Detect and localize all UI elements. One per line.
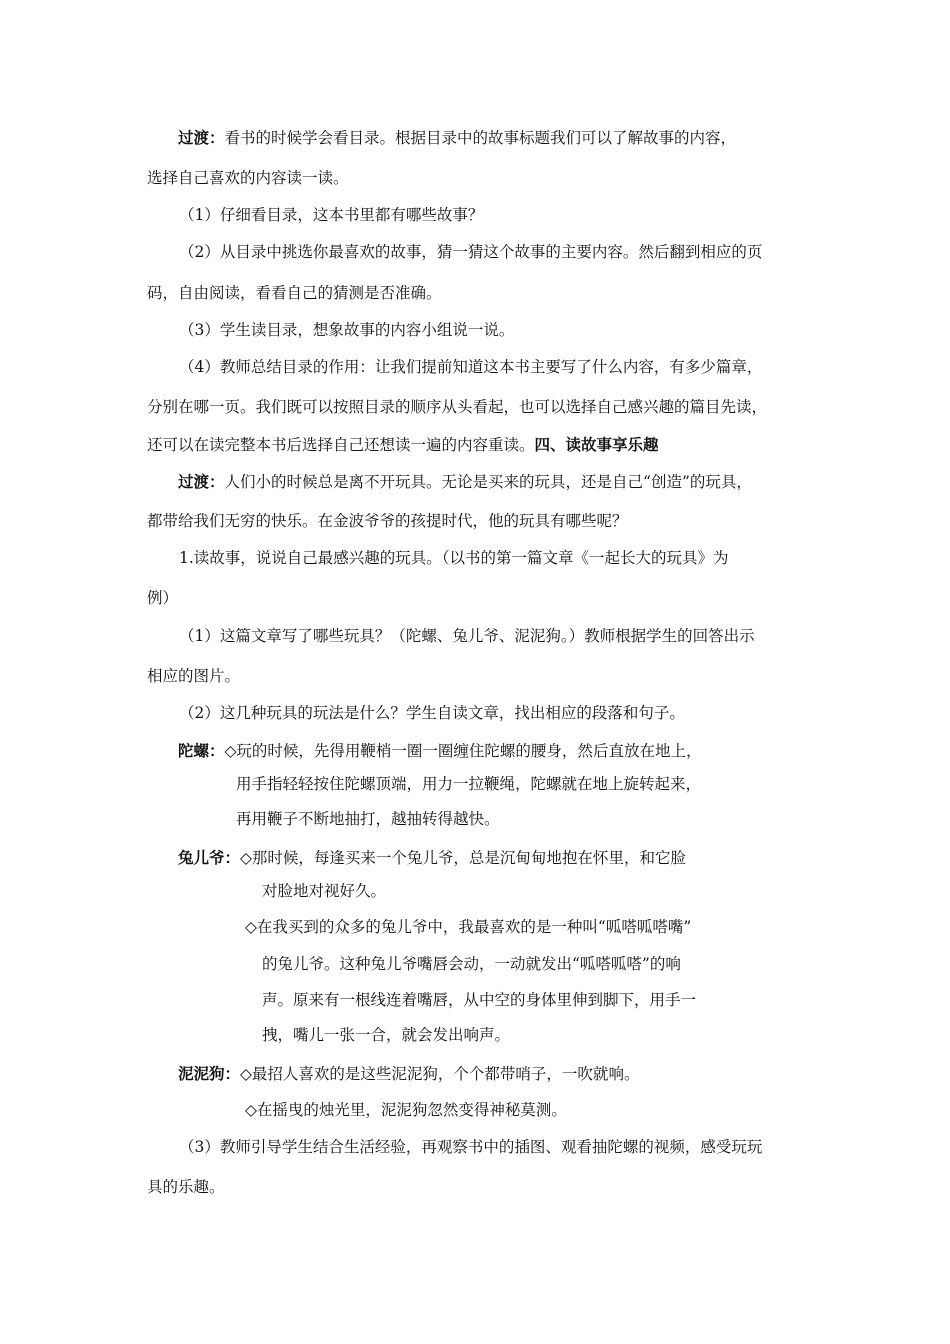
transition-label: 过渡： (178, 128, 225, 147)
text-segment: ◇那时候，每逢买来一个兔儿爷，总是沉甸甸地抱在怀里，和它脸 (240, 849, 686, 867)
transition-label: 过渡： (178, 472, 225, 491)
text-segment: 看书的时候学会看目录。根据目录中的故事标题 (224, 129, 551, 147)
rabbit-line-1 (178, 847, 686, 869)
rabbit-line-2: 对脸地对视好久。 (262, 882, 387, 900)
question-1-line-1: （1）这篇文章写了哪些玩具？（陀螺、兔儿爷、泥泥狗。）教师根据学生的回答出示 (179, 627, 755, 645)
step-4-line-2: 分别在哪一页。我们既可以按照目录的顺序从头看起，也可以选择自己感兴趣的篇目先读， (147, 398, 768, 416)
text-segment: 我们可以了解故事的内容， (550, 129, 737, 147)
question-2-line: （2）这几种玩具的玩法是什么？学生自读文章，找出相应的段落和句子。 (179, 704, 685, 722)
transition-paragraph-1-line-1 (178, 127, 736, 149)
text-segment: 还可以在读完整本书后选择自己还想读一 (147, 436, 427, 454)
text-segment: 人们小的时候总是离不开玩具。无论是买来的玩具，还是自己“创造”的玩具， (224, 473, 752, 491)
transition-paragraph-2-line-1 (178, 471, 752, 493)
transition-paragraph-2-line-2: 都带给我们无穷的快乐。在金波爷爷的孩提时代，他的玩具有哪些呢？ (147, 512, 628, 530)
rabbit-line-4: 的兔儿爷。这种兔儿爷嘴唇会动，一动就发出“呱嗒呱嗒”的响 (262, 955, 681, 973)
text-segment: （1）仔细看目录，这本书里都有哪些故事 (179, 206, 468, 224)
step-3-line: （3）学生读目录，想象故事的内容小组说一说。 (179, 321, 515, 339)
step-4-line-3 (147, 434, 659, 456)
step-1-line (179, 204, 483, 226)
step-4-line-1 (179, 356, 762, 378)
step-2-line-1: （2）从目录中挑选你最喜欢的故事，猜一猜这个故事的主要内容。然后翻到相应的页 (179, 243, 763, 261)
spinning-top-line-2: 用手指轻轻按住陀螺顶端，用力一拉鞭绳，陀螺就在地上旋转起来， (236, 775, 702, 793)
rabbit-line-5: 声。原来有一根线连着嘴唇，从中空的身体里伸到脚下，用手一 (262, 991, 697, 1009)
toy-label-rabbit: 兔儿爷： (178, 848, 241, 867)
task-1-line-2: 例） (147, 589, 179, 607)
section-heading: 四、读故事享乐趣 (534, 435, 659, 454)
question-1-line-2: 相应的图片。 (147, 667, 241, 685)
spinning-top-line-1 (178, 740, 701, 762)
step-2-line-2: 码，自由阅读，看看自己的猜测是否准确。 (147, 284, 442, 302)
toy-label-spinning-top: 陀螺： (178, 741, 225, 760)
transition-paragraph-1-line-2: 选择自己喜欢的内容读一读。 (147, 169, 349, 187)
text-segment: 少篇章， (700, 358, 763, 376)
task-1-line-1: 1.读故事，说说自己最感兴趣的玩具。（以书的第一篇文章《一起长大的玩具》为 (179, 549, 729, 567)
spinning-top-line-3: 再用鞭子不断地抽打，越抽转得越快。 (236, 810, 500, 828)
rabbit-line-3: ◇在我买到的众多的兔儿爷中，我最喜欢的是一种叫“呱嗒呱嗒嘴” (245, 918, 692, 936)
text-segment: （4）教师总结目录的作用：让我们提前知道这本书主要写了什么内容，有多 (179, 358, 701, 376)
clay-dog-line-2: ◇在摇曳的烛光里，泥泥狗忽然变得神秘莫测。 (245, 1101, 567, 1119)
text-segment: 遍的内容重读。 (426, 436, 535, 454)
rabbit-line-6: 拽，嘴儿一张一合，就会发出响声。 (262, 1026, 511, 1044)
question-3-line-1: （3）教师引导学生结合生活经验，再观察书中的插图、观看抽陀螺的视频，感受玩玩 (179, 1138, 763, 1156)
question-3-line-2: 具的乐趣。 (147, 1178, 225, 1196)
text-segment: ◇最招人喜欢的是这些泥泥狗，个个都带哨子，一吹就响。 (240, 1065, 640, 1083)
text-segment: ◇玩的时候，先得用鞭梢一圈一圈缠住陀螺的腰身，然后直放在地上， (224, 742, 702, 760)
clay-dog-line-1 (178, 1063, 639, 1085)
toy-label-clay-dog: 泥泥狗： (178, 1064, 241, 1083)
text-segment: ？ (467, 206, 484, 224)
